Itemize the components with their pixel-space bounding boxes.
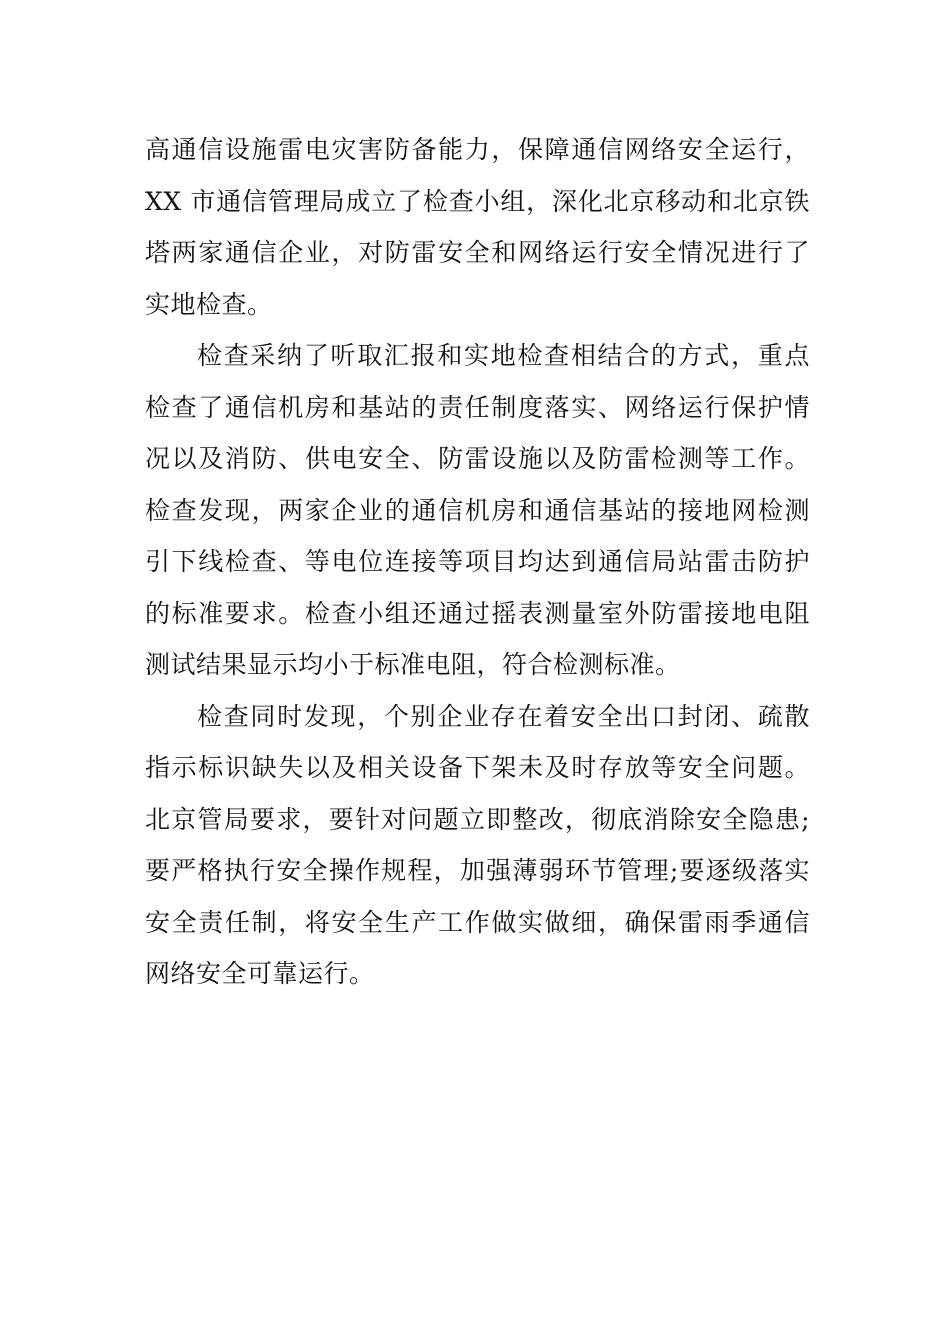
paragraph-line: 实地检查。 [145,289,273,319]
paragraph-line: 检查同时发现，个别企业存在着安全出口封闭、疏散 [197,701,810,731]
paragraph-line: 北京管局要求，要针对问题立即整改，彻底消除安全隐患; [145,804,810,834]
paragraph-2 [145,330,810,691]
document-body [145,124,810,1000]
paragraph-line: 网络安全可靠运行。 [145,959,375,988]
paragraph-line: 测试结果显示均小于标准电阻，符合检测标准。 [145,650,681,679]
paragraph-line: XX 市通信管理局成立了检查小组，深化北京移动和北京铁 [145,186,810,216]
paragraph-line: 的标准要求。检查小组还通过摇表测量室外防雷接地电阻 [145,598,810,628]
paragraph-line: 况以及消防、供电安全、防雷设施以及防雷检测等工作。 [145,444,810,473]
paragraph-line: 检查采纳了听取汇报和实地检查相结合的方式，重点 [197,341,810,370]
paragraph-line: 高通信设施雷电灾害防备能力，保障通信网络安全运行， [145,135,810,164]
paragraph-line: 检查了通信机房和基站的责任制度落实、网络运行保护情 [145,392,810,422]
paragraph-line: 塔两家通信企业，对防雷安全和网络运行安全情况进行了 [145,238,810,267]
paragraph-line: 指示标识缺失以及相关设备下架未及时存放等安全问题。 [145,753,810,782]
paragraph-line: 安全责任制，将安全生产工作做实做细，确保雷雨季通信 [145,907,810,937]
paragraph-line: 检查发现，两家企业的通信机房和通信基站的接地网检测 [145,495,810,525]
paragraph-line: 引下线检查、等电位连接等项目均达到通信局站雷击防护 [145,547,810,576]
paragraph-line: 要严格执行安全操作规程，加强薄弱环节管理;要逐级落实 [145,856,810,885]
paragraph-3 [145,691,810,1000]
paragraph-1 [145,124,810,330]
